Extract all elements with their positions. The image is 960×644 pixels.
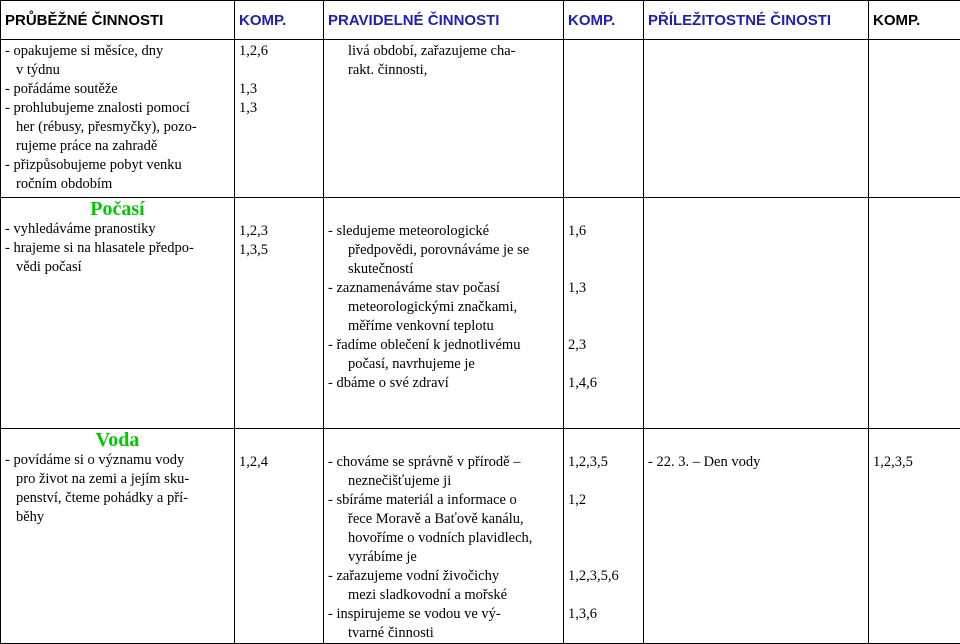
regular-cell bbox=[324, 429, 564, 644]
regular-cell bbox=[324, 40, 564, 198]
list-item: v týdnu bbox=[5, 61, 230, 80]
list-item: ročním obdobím bbox=[5, 175, 230, 194]
competence-value bbox=[568, 298, 643, 317]
list-item: rakt. činnosti, bbox=[328, 61, 559, 80]
ongoing-cell bbox=[1, 429, 235, 644]
occasional-cell bbox=[644, 40, 869, 198]
competence-value bbox=[568, 241, 643, 260]
competence-value: 2,3 bbox=[568, 336, 643, 355]
list-item: meteorologickými značkami, bbox=[328, 298, 559, 317]
list-item: - dbáme o své zdraví bbox=[328, 374, 559, 393]
competence-value: 1,2,3,5 bbox=[873, 453, 960, 472]
list-item: penství, čteme pohádky a pří- bbox=[5, 489, 230, 508]
list-item: - opakujeme si měsíce, dny bbox=[5, 42, 230, 61]
header-ongoing-activities: PRŮBĚŽNÉ ČINNOSTI bbox=[1, 1, 235, 40]
list-item: řece Moravě a Baťově kanálu, bbox=[328, 510, 559, 529]
competence-cell bbox=[564, 429, 644, 644]
table-row bbox=[1, 429, 960, 644]
table-row bbox=[1, 198, 960, 429]
list-item: mezi sladkovodní a mořské bbox=[328, 586, 559, 605]
competence-value bbox=[568, 510, 643, 529]
competence-cell bbox=[869, 198, 960, 429]
list-item: - prohlubujeme znalosti pomocí bbox=[5, 99, 230, 118]
list-item: rujeme práce na zahradě bbox=[5, 137, 230, 156]
list-item: neznečišťujeme ji bbox=[328, 472, 559, 491]
list-item: předpovědi, porovnáváme je se bbox=[328, 241, 559, 260]
competence-value bbox=[568, 548, 643, 567]
header-competence-3: KOMP. bbox=[869, 1, 960, 40]
list-item: - řadíme oblečení k jednotlivému bbox=[328, 336, 559, 355]
competence-cell bbox=[564, 40, 644, 198]
competence-cell bbox=[869, 429, 960, 644]
list-item: - zaznamenáváme stav počasí bbox=[328, 279, 559, 298]
competence-value bbox=[568, 529, 643, 548]
list-item: - přizpůsobujeme pobyt venku bbox=[5, 156, 230, 175]
competence-value bbox=[568, 317, 643, 336]
competence-value bbox=[568, 472, 643, 491]
list-item: her (rébusy, přesmyčky), pozo- bbox=[5, 118, 230, 137]
competence-value: 1,3,6 bbox=[568, 605, 643, 624]
list-item: měříme venkovní teplotu bbox=[328, 317, 559, 336]
header-competence-1: KOMP. bbox=[235, 1, 324, 40]
list-item: hovoříme o vodních plavidlech, bbox=[328, 529, 559, 548]
competence-value bbox=[239, 61, 323, 80]
list-item: vědi počasí bbox=[5, 258, 230, 277]
list-item: vyrábíme je bbox=[328, 548, 559, 567]
header-regular-activities: PRAVIDELNÉ ČINNOSTI bbox=[324, 1, 564, 40]
competence-value: 1,2,3 bbox=[239, 222, 323, 241]
list-item: pro život na zemi a jejím sku- bbox=[5, 470, 230, 489]
list-item: - 22. 3. – Den vody bbox=[648, 453, 864, 472]
competence-cell bbox=[235, 429, 324, 644]
list-item: - hrajeme si na hlasatele předpo- bbox=[5, 239, 230, 258]
section-title-weather: Počasí bbox=[1, 198, 234, 220]
competence-value: 1,3 bbox=[239, 99, 323, 118]
list-item: - zařazujeme vodní živočichy bbox=[328, 567, 559, 586]
list-item: - vyhledáváme pranostiky bbox=[5, 220, 230, 239]
competence-value bbox=[568, 260, 643, 279]
list-item: - sbíráme materiál a informace o bbox=[328, 491, 559, 510]
competence-value: 1,2,6 bbox=[239, 42, 323, 61]
list-item: - povídáme si o významu vody bbox=[5, 451, 230, 470]
list-item: - inspirujeme se vodou ve vý- bbox=[328, 605, 559, 624]
ongoing-cell bbox=[1, 40, 235, 198]
competence-value: 1,6 bbox=[568, 222, 643, 241]
competence-value: 1,3 bbox=[239, 80, 323, 99]
list-item: - chováme se správně v přírodě – bbox=[328, 453, 559, 472]
table-row bbox=[1, 40, 960, 198]
section-title-water: Voda bbox=[1, 429, 234, 451]
regular-cell bbox=[324, 198, 564, 429]
competence-cell bbox=[235, 198, 324, 429]
list-item: - pořádáme soutěže bbox=[5, 80, 230, 99]
competence-cell bbox=[869, 40, 960, 198]
list-item: běhy bbox=[5, 508, 230, 527]
occasional-cell bbox=[644, 429, 869, 644]
competence-value: 1,3 bbox=[568, 279, 643, 298]
header-competence-2: KOMP. bbox=[564, 1, 644, 40]
list-item: skutečností bbox=[328, 260, 559, 279]
competence-value: 1,2,3,5,6 bbox=[568, 567, 643, 586]
competence-value bbox=[568, 355, 643, 374]
list-item: - sledujeme meteorologické bbox=[328, 222, 559, 241]
competence-cell bbox=[564, 198, 644, 429]
competence-cell bbox=[235, 40, 324, 198]
header-occasional-activities: PŘÍLEŽITOSTNÉ ČINOSTI bbox=[644, 1, 869, 40]
competence-value bbox=[568, 586, 643, 605]
competence-value: 1,2 bbox=[568, 491, 643, 510]
header-row bbox=[1, 1, 960, 40]
ongoing-cell bbox=[1, 198, 235, 429]
list-item: počasí, navrhujeme je bbox=[328, 355, 559, 374]
list-item: livá období, zařazujeme cha- bbox=[328, 42, 559, 61]
occasional-cell bbox=[644, 198, 869, 429]
competence-value: 1,3,5 bbox=[239, 241, 323, 260]
competence-value: 1,4,6 bbox=[568, 374, 643, 393]
competence-value: 1,2,3,5 bbox=[568, 453, 643, 472]
list-item: tvarné činnosti bbox=[328, 624, 559, 643]
competence-value: 1,2,4 bbox=[239, 453, 323, 472]
